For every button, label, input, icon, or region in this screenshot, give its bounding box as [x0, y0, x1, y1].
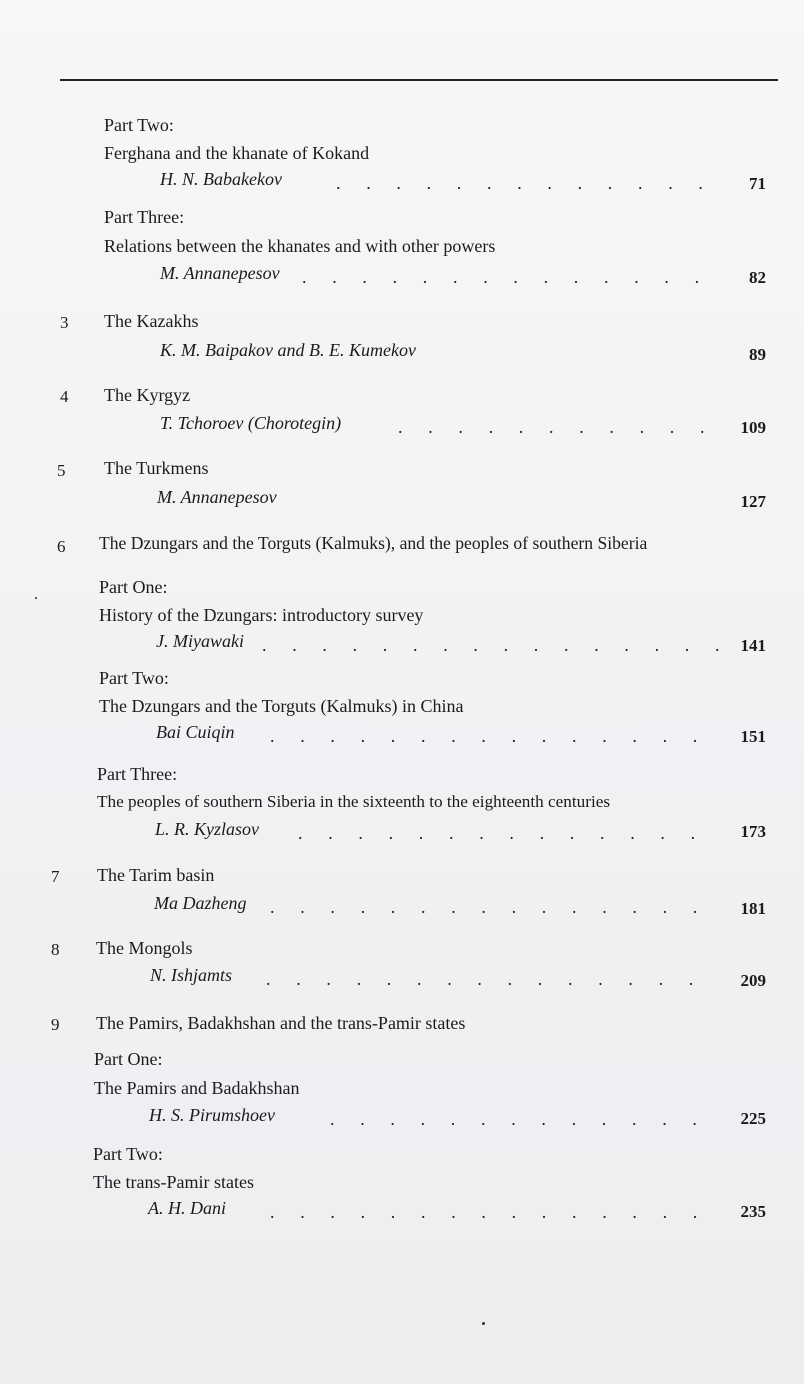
entry-heading: The Dzungars and the Torguts (Kalmuks), and the peoples of southern Siberia: [99, 533, 648, 553]
page-number: 82: [749, 268, 766, 287]
entry-author: Bai Cuiqin: [156, 722, 235, 742]
entry-heading: History of the Dzungars: introductory survey: [99, 605, 424, 625]
entry-author: J. Miyawaki: [156, 631, 244, 651]
page-number: 225: [740, 1109, 766, 1128]
page-number: 181: [740, 899, 766, 918]
part-label: Part Two:: [99, 668, 169, 688]
leader-dots: [330, 1110, 732, 1126]
leader-dots: [336, 174, 734, 190]
paper-speck: [35, 597, 37, 599]
page-number: 71: [749, 174, 766, 193]
chapter-number: 6: [57, 537, 66, 556]
leader-dots: [302, 268, 732, 284]
entry-author: H. S. Pirumshoev: [149, 1105, 275, 1125]
page-number: 141: [740, 636, 766, 655]
leader-dots: [298, 824, 732, 840]
chapter-number: 5: [57, 461, 66, 480]
page-number: 235: [740, 1202, 766, 1221]
chapter-number: 3: [60, 313, 69, 332]
entry-heading: The Kyrgyz: [104, 385, 191, 405]
entry-heading: The Pamirs, Badakhshan and the trans-Pamir states: [96, 1013, 466, 1033]
leader-dots: [398, 418, 732, 434]
page-number: 209: [740, 971, 766, 990]
entry-author: M. Annanepesov: [157, 487, 277, 507]
entry-author: A. H. Dani: [148, 1198, 226, 1218]
entry-author: K. M. Baipakov and B. E. Kumekov: [160, 340, 416, 360]
page-number: 173: [740, 822, 766, 841]
entry-author: T. Tchoroev (Chorotegin): [160, 413, 342, 433]
entry-author: Ma Dazheng: [154, 893, 247, 913]
part-label: Part Two:: [93, 1144, 163, 1164]
part-label: Part One:: [99, 577, 168, 597]
entry-heading: Ferghana and the khanate of Kokand: [104, 143, 370, 163]
leader-dots: [266, 970, 732, 986]
entry-author: M. Annanepesov: [160, 263, 280, 283]
entry-author: N. Ishjamts: [150, 965, 233, 985]
entry-author: H. N. Babakekov: [160, 169, 282, 189]
page-number: 89: [749, 345, 766, 364]
page-number: 151: [740, 727, 766, 746]
entry-author: L. R. Kyzlasov: [155, 819, 260, 839]
page-number: 127: [740, 492, 766, 511]
page-number: 109: [740, 418, 766, 437]
chapter-number: 7: [51, 867, 60, 886]
chapter-number: 4: [60, 387, 69, 406]
entry-heading: The peoples of southern Siberia in the sixteenth to the eighteenth centuries: [97, 792, 611, 811]
part-label: Part Three:: [97, 764, 178, 784]
part-label: Part One:: [94, 1049, 163, 1069]
leader-dots: [270, 727, 732, 743]
part-label: Part Three:: [104, 207, 185, 227]
entry-heading: The Kazakhs: [104, 311, 199, 331]
part-label: Part Two:: [104, 115, 174, 135]
entry-heading: The Turkmens: [104, 458, 209, 478]
entry-heading: The Mongols: [96, 938, 193, 958]
leader-dots: [270, 898, 732, 914]
entry-heading: The Dzungars and the Torguts (Kalmuks) in China: [99, 696, 464, 716]
entry-heading: The Pamirs and Badakhshan: [94, 1078, 300, 1098]
chapter-number: 9: [51, 1015, 60, 1034]
leader-dots: [262, 636, 732, 652]
paper-speck: [482, 1322, 485, 1325]
entry-heading: The trans-Pamir states: [93, 1172, 254, 1192]
leader-dots: [270, 1203, 732, 1219]
header-rule: [60, 79, 778, 81]
chapter-number: 8: [51, 940, 60, 959]
entry-heading: The Tarim basin: [97, 865, 215, 885]
entry-heading: Relations between the khanates and with other powers: [104, 236, 496, 256]
